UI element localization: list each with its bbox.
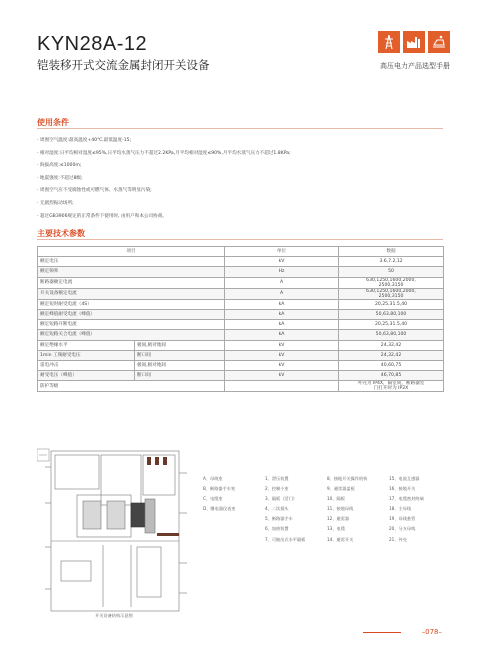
- spec-unit: kV: [225, 371, 339, 381]
- spec-table: [37, 246, 444, 392]
- spec-value: 46,70,85: [339, 371, 444, 381]
- spec-item: 额定短时耐受电流（4S）: [38, 299, 225, 309]
- legend-item: 17、电缆密封终端: [389, 496, 424, 502]
- spec-unit: kA: [225, 330, 339, 340]
- page-number: –078–: [421, 628, 442, 636]
- spec-item: 额定电压: [38, 257, 225, 267]
- spec-item: 额定绝缘水平: [38, 340, 135, 350]
- table-row: [38, 381, 444, 392]
- condition-item: · 海拔高度:≤1000m;: [37, 163, 82, 169]
- spec-value: 24,32,42: [339, 350, 444, 360]
- legend-item: 20、分支母线: [389, 526, 416, 532]
- legend-item: [203, 524, 265, 534]
- condition-item: · 周围空气应不受腐蚀性或可燃气体、水蒸气等明显污染;: [37, 188, 152, 194]
- header-value: 数据: [339, 247, 444, 257]
- spec-subitem: 极间,极对地间: [135, 340, 225, 350]
- legend-item: 21、外壳: [389, 536, 407, 542]
- condition-item: · 相对湿度:日平均相对湿度≤95%,日平均水蒸气压力不超过2.2KPa,月平均相对湿度≤90%,月平均水蒸气压力不超过1.8KPa;: [37, 150, 291, 156]
- condition-item: · 周围空气温度:最高温度+40℃,最低温度-15;: [37, 138, 132, 143]
- legend-item: 1、泄压装置: [265, 476, 289, 481]
- spec-value: 630,1250,1600,2000, 2500,3150: [339, 277, 444, 288]
- tower-icon: [378, 31, 400, 53]
- legend-item: 9、避雷器盖板: [327, 486, 355, 492]
- spec-table-body: [38, 257, 444, 392]
- legend-item: [203, 535, 265, 545]
- table-row: [38, 309, 444, 319]
- spec-value: 50,63,80,100: [339, 309, 444, 319]
- table-row: [38, 330, 444, 340]
- legend-item: D、继电器仪表室: [203, 506, 236, 512]
- switchgear-structure-diagram: [37, 443, 195, 619]
- legend-item: 15、电流互感器: [389, 476, 420, 481]
- spec-item: 额定峰值耐受电流（峰值）: [38, 309, 225, 319]
- spec-value: 40,60,75: [339, 360, 444, 370]
- spec-unit: A: [225, 277, 339, 288]
- legend-item: 19、母线套管: [389, 516, 416, 522]
- spec-subitem: 极间,极对地间: [135, 360, 225, 370]
- legend-item: 7、可抽出式水平隔板: [265, 536, 306, 542]
- legend-item: 10、隔板: [327, 496, 345, 502]
- legend-item: 4、二次插头: [265, 506, 289, 512]
- table-row: [38, 288, 444, 299]
- spec-value: 630,1250,1600,2000, 2500,3150: [339, 288, 444, 299]
- table-row: [38, 320, 444, 330]
- spec-item: 额定短路关合电流（峰值）: [38, 330, 225, 340]
- spec-subitem: 断口间: [135, 350, 225, 360]
- legend-item: 11、接地母线: [327, 506, 354, 512]
- conditions-list: [37, 135, 447, 223]
- legend-item: 5、断路器手车: [265, 516, 293, 522]
- spec-unit: [225, 381, 339, 392]
- spec-value: 外壳为 IP4X，隔室间，断路器室 门打开时为 IP2X: [339, 381, 444, 392]
- legend-item: 14、避雷开关: [327, 536, 354, 542]
- conditions-title: 使用条件: [37, 118, 69, 127]
- footer-rule: [363, 632, 401, 633]
- spec-subitem: 断口间: [135, 371, 225, 381]
- legend-item: 6、加热装置: [265, 526, 289, 532]
- spec-value: 3.6,7.2,12: [339, 257, 444, 267]
- legend-item: 13、电缆: [327, 526, 345, 532]
- condition-item: · 超过GB3906规定的正常条件下使用时, 由用户和本公司协商。: [37, 213, 167, 219]
- legend-item: 2、控制小室: [265, 486, 289, 492]
- spec-unit: kV: [225, 340, 339, 350]
- legend-item: 12、避雷器: [327, 516, 350, 522]
- spec-item: 额定短路开断电流: [38, 320, 225, 330]
- legend-item: 3、隔板（活门）: [265, 496, 297, 502]
- product-model: KYN28A-12: [37, 33, 148, 55]
- header-icons: [378, 31, 450, 53]
- conditions-divider: [37, 128, 443, 129]
- spec-item: 开关设备额定电流: [38, 288, 225, 299]
- spec-value: 24,32,42: [339, 340, 444, 350]
- rail-icon: [428, 31, 450, 53]
- spec-item: 1min 工频耐受电压: [38, 350, 135, 360]
- spec-value: 50: [339, 267, 444, 277]
- spec-item: 额定频率: [38, 267, 225, 277]
- spec-unit: Hz: [225, 267, 339, 277]
- legend-item: [203, 514, 265, 524]
- figure-legend: [203, 474, 451, 545]
- spec-unit: kA: [225, 320, 339, 330]
- legend-item: 8、接地开关操作机构: [327, 476, 368, 481]
- spec-unit: kA: [225, 309, 339, 319]
- spec-item: 耐受电压（峰值）: [38, 371, 135, 381]
- condition-item: · 地震强度:不超过8级;: [37, 175, 83, 181]
- figure-caption: 开关设备结构示意图: [95, 613, 133, 618]
- spec-unit: kA: [225, 299, 339, 309]
- spec-unit: kV: [225, 350, 339, 360]
- table-row: [38, 267, 444, 277]
- table-row: [38, 340, 444, 350]
- table-row: [38, 350, 444, 360]
- table-row: [38, 371, 444, 381]
- spec-item: 雷电冲击: [38, 360, 135, 370]
- specs-divider: [37, 239, 443, 240]
- spec-unit: kV: [225, 257, 339, 267]
- header-item: 项目: [38, 247, 225, 257]
- catalog-brand: 高压电力产品选型手册: [380, 62, 450, 70]
- product-name: 铠装移开式交流金属封闭开关设备: [37, 58, 210, 72]
- legend-item: C、电缆室: [203, 496, 223, 502]
- legend-item: A、母线室: [203, 476, 223, 481]
- legend-item: 18、主母线: [389, 506, 412, 512]
- legend-item: 16、接地开关: [389, 486, 416, 492]
- spec-value: 20,25,31.5,40: [339, 320, 444, 330]
- table-row: [38, 360, 444, 370]
- spec-item: 防护等级: [38, 381, 225, 392]
- spec-unit: kV: [225, 360, 339, 370]
- condition-item: · 无剧烈振动场所;: [37, 200, 74, 206]
- factory-icon: [403, 31, 425, 53]
- spec-value: 20,25,31.5,40: [339, 299, 444, 309]
- header-unit: 单位: [225, 247, 339, 257]
- specs-title: 主要技术参数: [37, 229, 85, 238]
- table-row: [38, 299, 444, 309]
- legend-item: B、断路器手车室: [203, 486, 236, 492]
- table-row: [38, 277, 444, 288]
- spec-item: 断路器额定电流: [38, 277, 225, 288]
- spec-unit: A: [225, 288, 339, 299]
- spec-value: 50,63,80,100: [339, 330, 444, 340]
- table-row: [38, 257, 444, 267]
